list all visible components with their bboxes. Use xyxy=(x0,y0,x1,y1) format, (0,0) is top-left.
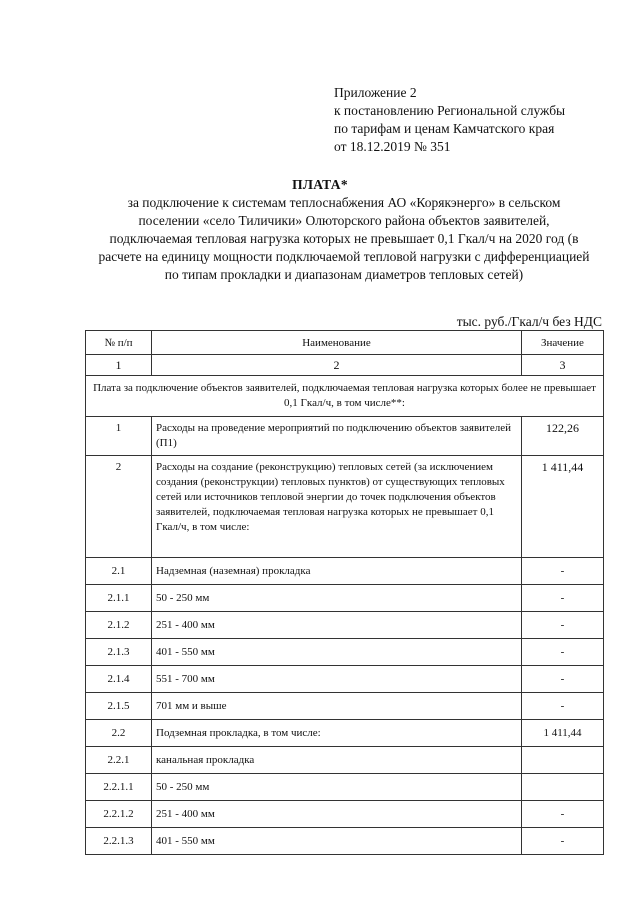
fee-table xyxy=(85,330,604,855)
table-row xyxy=(86,585,604,612)
column-number-row xyxy=(86,355,604,376)
column-number: 3 xyxy=(522,355,604,376)
appendix-line: от 18.12.2019 № 351 xyxy=(334,139,451,154)
row-number: 2.2.1.3 xyxy=(86,828,152,855)
row-number: 2.2 xyxy=(86,720,152,747)
row-name: 251 - 400 мм xyxy=(152,801,522,828)
row-value: - xyxy=(522,801,604,828)
header-value: Значение xyxy=(522,331,604,355)
table-row xyxy=(86,456,604,558)
table-row xyxy=(86,801,604,828)
table-row xyxy=(86,720,604,747)
row-value: - xyxy=(522,585,604,612)
table-header-row xyxy=(86,331,604,355)
row-value: - xyxy=(522,639,604,666)
table-row xyxy=(86,747,604,774)
table-row xyxy=(86,693,604,720)
row-number: 2.1.5 xyxy=(86,693,152,720)
row-number: 2.2.1 xyxy=(86,747,152,774)
row-number: 2.2.1.1 xyxy=(86,774,152,801)
row-value: - xyxy=(522,828,604,855)
row-name: 701 мм и выше xyxy=(152,693,522,720)
table-row xyxy=(86,828,604,855)
header-number: № п/п xyxy=(86,331,152,355)
row-number: 2.1.1 xyxy=(86,585,152,612)
column-number: 1 xyxy=(86,355,152,376)
row-number: 2.1.2 xyxy=(86,612,152,639)
row-number: 2.1.4 xyxy=(86,666,152,693)
row-value: 122,26 xyxy=(522,417,604,456)
table-row xyxy=(86,612,604,639)
table-row xyxy=(86,639,604,666)
table-row xyxy=(86,558,604,585)
row-name: 401 - 550 мм xyxy=(152,639,522,666)
appendix-line: по тарифам и ценам Камчатского края xyxy=(334,121,555,136)
appendix-block xyxy=(334,84,565,156)
group-row xyxy=(86,376,604,417)
row-name: 50 - 250 мм xyxy=(152,585,522,612)
header-name: Наименование xyxy=(152,331,522,355)
row-number: 2 xyxy=(86,456,152,558)
document-subtitle: за подключение к системам теплоснабжения АО «Корякэнерго» в сельском поселении «село Тиличики» Олюторского района объектов заявителей, подключаемая тепловая нагрузка которых не превышает 0,1 Гкал/ч на 2020 год (в расчете на единицу мощности подключаемой тепловой нагрузки с дифференциацией по типам прокладки и диапазонам диаметров тепловых сетей) xyxy=(98,195,590,282)
row-name: Надземная (наземная) прокладка xyxy=(152,558,522,585)
appendix-line: к постановлению Региональной службы xyxy=(334,103,566,118)
row-value xyxy=(522,774,604,801)
row-value: 1 411,44 xyxy=(522,456,604,558)
row-value: - xyxy=(522,612,604,639)
row-number: 2.2.1.2 xyxy=(86,801,152,828)
group-row-text: Плата за подключение объектов заявителей, подключаемая тепловая нагрузка которых более не превышает 0,1 Гкал/ч, в том числе**: xyxy=(86,376,604,417)
row-name: 251 - 400 мм xyxy=(152,612,522,639)
row-number: 1 xyxy=(86,417,152,456)
row-name: 50 - 250 мм xyxy=(152,774,522,801)
table-row xyxy=(86,417,604,456)
row-name: Расходы на проведение мероприятий по подключению объектов заявителей (П1) xyxy=(152,417,522,456)
row-name: Расходы на создание (реконструкцию) тепловых сетей (за исключением создания (реконструкции) тепловых пунктов) от существующих тепловых сетей или источников тепловой энергии до точек подключения объектов заявителей, подключаемая тепловая нагрузка которых не превышает 0,1 Гкал/ч, в том числе: xyxy=(152,456,522,558)
row-value: - xyxy=(522,558,604,585)
row-value: 1 411,44 xyxy=(522,720,604,747)
units-label: тыс. руб./Гкал/ч без НДС xyxy=(456,314,602,329)
row-value: - xyxy=(522,693,604,720)
document-title: ПЛАТА* xyxy=(292,177,348,192)
row-name: Подземная прокладка, в том числе: xyxy=(152,720,522,747)
row-name: канальная прокладка xyxy=(152,747,522,774)
table-row xyxy=(86,774,604,801)
row-name: 401 - 550 мм xyxy=(152,828,522,855)
column-number: 2 xyxy=(152,355,522,376)
row-number: 2.1 xyxy=(86,558,152,585)
row-value: - xyxy=(522,666,604,693)
row-name: 551 - 700 мм xyxy=(152,666,522,693)
row-value xyxy=(522,747,604,774)
row-number: 2.1.3 xyxy=(86,639,152,666)
table-row xyxy=(86,666,604,693)
appendix-line: Приложение 2 xyxy=(334,85,417,100)
